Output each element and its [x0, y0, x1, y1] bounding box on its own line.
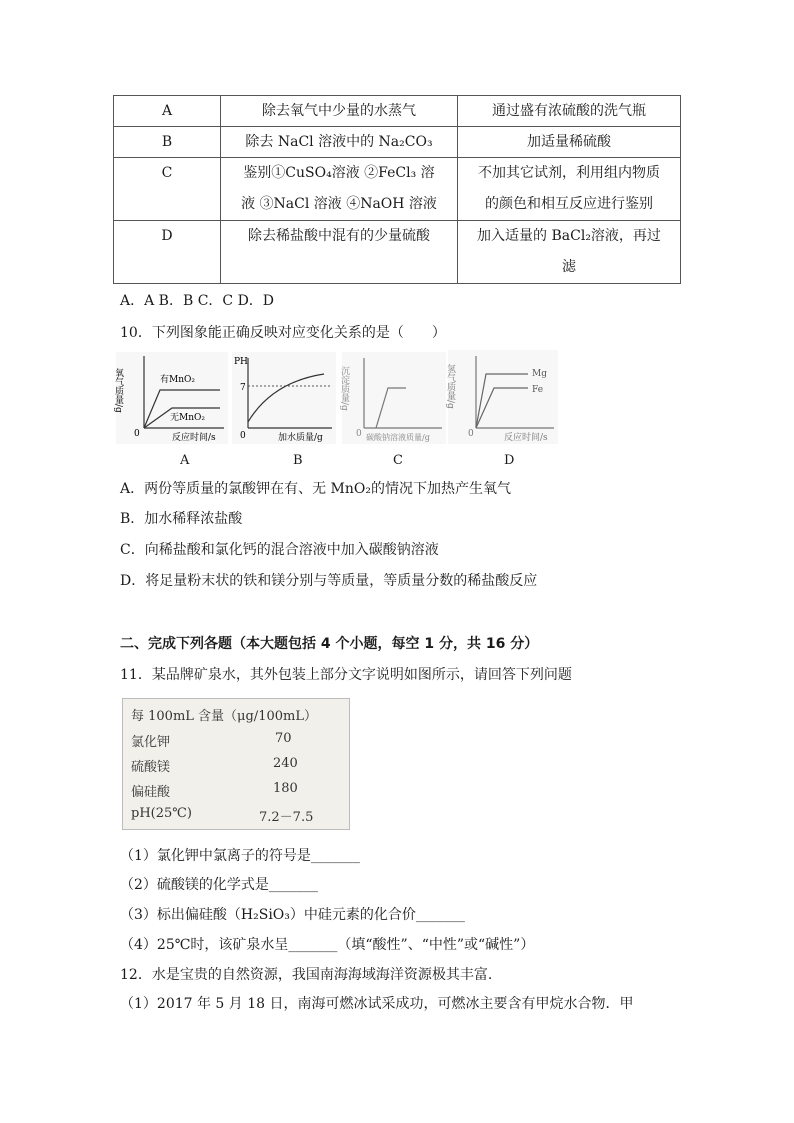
label-row-value: 7.2－7.5	[259, 810, 314, 825]
label-row-name: 氯化钾	[131, 735, 171, 750]
graph-caption-b: B	[293, 453, 303, 468]
q10-option-d: D．将足量粉末状的铁和镁分别与等质量，等质量分数的稀盐酸反应	[120, 573, 538, 589]
graph-a-curve1: 有MnO₂	[160, 375, 195, 385]
label-row-name: pH(25℃)	[131, 806, 192, 821]
curve-mg	[476, 374, 528, 428]
label-row-value: 70	[275, 731, 292, 746]
table-row	[114, 96, 681, 127]
q9-table	[113, 95, 681, 284]
row-label: A	[114, 96, 221, 127]
graph-d-curve2: Fe	[532, 385, 544, 395]
q11-sub-3: （3）标出偏硅酸（H₂SiO₃）中硅元素的化合价_______	[120, 907, 465, 923]
graph-caption-c: C	[393, 453, 403, 468]
graph-b-ylabel: PH	[234, 357, 248, 367]
row-label: D	[114, 221, 221, 284]
section-2-title: 二、完成下列各题（本大题包括 4 个小题，每空 1 分，共 16 分）	[120, 636, 539, 652]
row-method: 加适量稀硫酸	[458, 127, 681, 158]
q10-option-c: C．向稀盐酸和氯化钙的混合溶液中加入碳酸钠溶液	[120, 542, 439, 558]
label-row-name: 硫酸镁	[131, 760, 171, 775]
q11-stem: 11．某品牌矿泉水，其外包装上部分文字说明如图所示，请回答下列问题	[120, 667, 572, 683]
row-method	[458, 221, 681, 284]
graph-d	[445, 350, 558, 444]
table-row	[114, 221, 681, 284]
table-row	[114, 127, 681, 158]
graph-c-ylabel: 沉淀质量/g	[339, 366, 349, 411]
table-row	[114, 158, 681, 221]
curve-fe	[476, 388, 528, 428]
q11-sub-4: （4）25℃时，该矿泉水呈_______（填“酸性”、“中性”或“碱性”）	[120, 937, 535, 953]
row-method-line2: 滤	[562, 259, 576, 275]
graph-a	[113, 352, 228, 444]
graph-a-ylabel: 氧气质量/g	[113, 368, 123, 413]
row-label: C	[114, 158, 221, 221]
row-method-line1: 不加其它试剂，利用组内物质	[478, 165, 660, 181]
graph-b	[232, 352, 336, 444]
graph-c	[339, 352, 446, 444]
row-item-line1: 鉴别①CuSO₄溶液 ②FeCl₃ 溶	[243, 165, 435, 181]
row-item: 除去 NaCl 溶液中的 Na₂CO₃	[221, 127, 458, 158]
graph-c-xlabel: 碳酸钠溶液质量/g	[366, 433, 430, 442]
graph-d-curve1: Mg	[532, 369, 547, 379]
graph-b-origin: 0	[240, 431, 246, 441]
graph-caption-d: D	[504, 453, 515, 468]
label-row-value: 180	[273, 781, 298, 796]
graph-a-xlabel: 反应时间/s	[172, 433, 216, 443]
label-header: 每 100mL 含量（μg/100mL）	[131, 709, 317, 724]
row-label: B	[114, 127, 221, 158]
q9-options: A．A B．B C．C D．D	[120, 293, 275, 309]
graph-d-ylabel: 氢气质量/g	[445, 364, 455, 409]
row-method-line2: 的颜色和相互反应进行鉴别	[485, 196, 653, 212]
q10-option-a: A．两份等质量的氯酸钾在有、无 MnO₂的情况下加热产生氧气	[120, 481, 512, 497]
q12-sub-1: （1）2017 年 5 月 18 日，南海可燃冰试采成功，可燃冰主要含有甲烷水合物．甲	[120, 996, 634, 1012]
row-method-line1: 加入适量的 BaCl₂溶液，再过	[477, 228, 661, 244]
graph-b-tick: 7	[240, 383, 246, 393]
q10-option-b: B．加水稀释浓盐酸	[120, 511, 243, 527]
q11-sub-1: （1）氯化钾中氯离子的符号是_______	[120, 848, 360, 864]
curve-ph	[248, 374, 324, 422]
graph-c-origin: 0	[356, 429, 362, 439]
q12-stem: 12．水是宝贵的自然资源，我国南海海域海洋资源极其丰富.	[120, 967, 493, 983]
graph-a-origin: 0	[134, 429, 140, 439]
graph-b-xlabel: 加水质量/g	[278, 433, 323, 443]
row-item: 除去氧气中少量的水蒸气	[221, 96, 458, 127]
row-method	[458, 158, 681, 221]
q10-stem	[120, 322, 666, 342]
q10-stem-text: 10．下列图象能正确反映对应变化关系的是（ ）	[120, 325, 446, 341]
graph-d-xlabel: 反应时间/s	[504, 433, 548, 443]
row-item: 除去稀盐酸中混有的少量硫酸	[221, 221, 458, 284]
curve-precipitate	[376, 388, 406, 428]
graph-d-origin: 0	[468, 429, 474, 439]
row-item-line2: 液 ③NaCl 溶液 ④NaOH 溶液	[241, 196, 437, 212]
graph-caption-a: A	[180, 453, 190, 468]
graph-a-curve2: 无MnO₂	[170, 413, 205, 423]
row-method: 通过盛有浓硫酸的洗气瓶	[458, 96, 681, 127]
label-row-value: 240	[273, 756, 298, 771]
row-item	[221, 158, 458, 221]
mineral-water-label	[122, 698, 350, 830]
q11-sub-2: （2）硫酸镁的化学式是_______	[120, 877, 318, 893]
label-row-name: 偏硅酸	[131, 785, 171, 800]
